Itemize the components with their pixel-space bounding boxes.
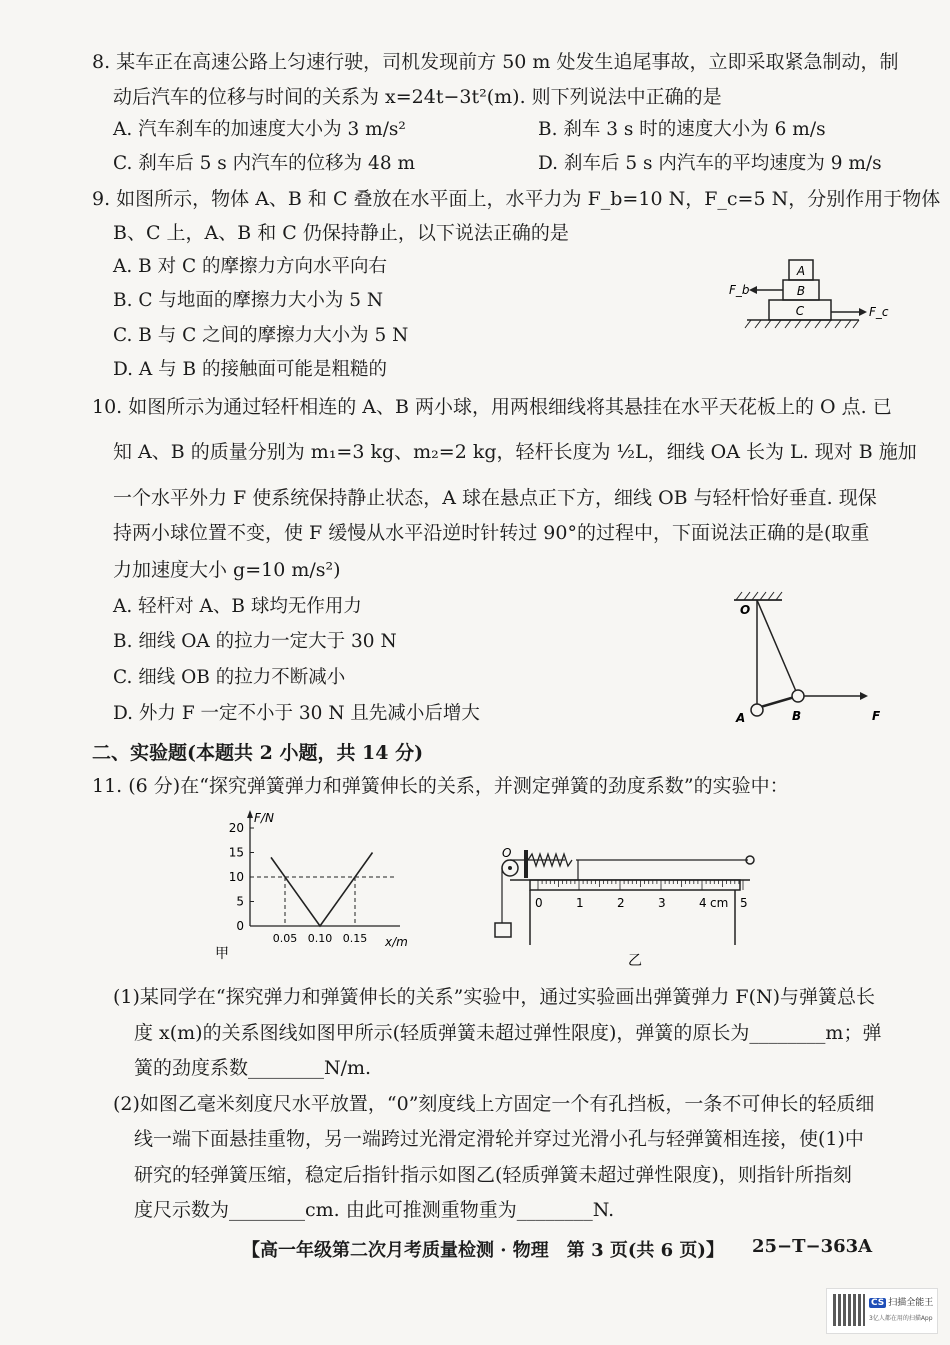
ruler-tick-label: 5 [740, 896, 748, 910]
q11-part2-line2: 线一端下面悬挂重物，另一端跨过光滑定滑轮并穿过光滑小孔与轻弹簧相连接，使(1)中 [134, 1128, 864, 1150]
q9-option-d: D. A 与 B 的接触面可能是粗糙的 [113, 359, 388, 380]
q9-blocks-figure [725, 252, 895, 334]
ball-a-label: A [736, 711, 746, 725]
fig-caption-yi: 乙 [628, 953, 642, 969]
q10-stem-line1: 10. 如图所示为通过轻杆相连的 A、B 两小球，用两根细线将其悬挂在水平天花板上的 O 点. 已 [92, 396, 892, 418]
ruler-tick-label: 1 [576, 896, 584, 910]
baffle-with-hole [524, 850, 528, 878]
q10-stem-line2: 知 A、B 的质量分别为 m₁=3 kg、m₂=2 kg，轻杆长度为 ½L，细线 OA 长为 L. 现对 B 施加 [113, 441, 917, 463]
ruler-tick-label: 3 [658, 896, 666, 910]
q10-option-b: B. 细线 OA 的拉力一定大于 30 N [113, 631, 397, 652]
ball-a [751, 704, 763, 716]
ruler-ticks [535, 880, 748, 910]
ball-b [792, 690, 804, 702]
chart-x-label: x/m [385, 935, 408, 949]
scanner-watermark [826, 1288, 938, 1334]
point-o-label: O [740, 603, 751, 617]
q11-part2-line4: 度尺示数为________cm. 由此可推测重物重为________N. [134, 1199, 615, 1221]
block-b-label: B [796, 284, 806, 298]
block-c-label: C [795, 304, 805, 318]
ruler [530, 880, 740, 890]
q11-part1-line3: 簧的劲度系数________N/m. [134, 1057, 372, 1079]
q9-option-c: C. B 与 C 之间的摩擦力大小为 5 N [113, 325, 409, 346]
chart-y-arrow [247, 810, 253, 818]
ruler-tick-label: 2 [617, 896, 625, 910]
q10-option-c: C. 细线 OB 的拉力不断减小 [113, 667, 346, 688]
q10-option-d: D. 外力 F 一定不小于 30 N 且先减小后增大 [113, 703, 480, 724]
q10-pendulum-figure [722, 588, 892, 728]
q8-stem-line2: 动后汽车的位移与时间的关系为 x=24t−3t²(m). 则下列说法中正确的是 [113, 86, 722, 108]
cs-badge: CS [871, 1298, 885, 1308]
q9-stem-line2: B、C 上，A、B 和 C 仍保持静止，以下说法正确的是 [113, 222, 569, 244]
paper-code: 25−T−363A [752, 1236, 873, 1257]
q11-stem: 11. (6 分)在“探究弹簧弹力和弹簧伸长的关系，并测定弹簧的劲度系数”的实验中： [92, 775, 789, 797]
q11-part1-line1: (1)某同学在“探究弹力和弹簧伸长的关系”实验中，通过实验画出弹簧弹力 F(N)与弹簧总长 [113, 986, 876, 1008]
q10-stem-line3: 一个水平外力 F 使系统保持静止状态，A 球在悬点正下方，细线 OB 与轻杆恰好垂直. 现保 [113, 487, 877, 509]
q8-option-b: B. 刹车 3 s 时的速度大小为 6 m/s [538, 119, 826, 140]
chart-x-tick-label: 0.15 [342, 932, 368, 945]
force-fb-label: F_b [729, 283, 750, 297]
q8-option-d: D. 刹车后 5 s 内汽车的平均速度为 9 m/s [538, 153, 882, 174]
scanner-brand [869, 1295, 933, 1308]
chart-y-tick-label: 20 [228, 821, 244, 835]
q10-stem-line4: 持两小球位置不变，使 F 缓慢从水平沿逆时针转过 90°的过程中，下面说法正确的是(取重 [113, 522, 870, 544]
q11-part2-line3: 研究的轻弹簧压缩，稳定后指针指示如图乙(轻质弹簧未超过弹性限度)，则指针所指刻 [134, 1164, 852, 1186]
force-fc-label: F_c [869, 305, 889, 319]
chart-series-line [271, 853, 373, 927]
chart-y-tick-label: 15 [228, 845, 244, 860]
force-f-label: F [872, 709, 881, 723]
q8-option-a: A. 汽车刹车的加速度大小为 3 m/s² [113, 119, 406, 140]
scanner-subtitle: 3亿人都在用的扫描App [869, 1315, 933, 1322]
chart-caption-jia: 甲 [215, 946, 229, 962]
ruler-tick-label: 4 [699, 896, 707, 910]
q10-option-a: A. 轻杆对 A、B 球均无作用力 [113, 596, 362, 617]
q8-option-c: C. 刹车后 5 s 内汽车的位移为 48 m [113, 153, 416, 174]
chart-x-tick-label: 0.05 [272, 932, 298, 945]
q8-stem-line1: 8. 某车正在高速公路上匀速行驶，司机发现前方 50 m 处发生追尾事故，立即采取紧急制动，制 [92, 51, 899, 73]
string-ob [757, 600, 798, 696]
block-a-label: A [796, 264, 806, 278]
section-title-experiments: 二、实验题(本题共 2 小题，共 14 分) [92, 742, 424, 764]
q11-force-length-chart [205, 808, 408, 968]
ball-b-label: B [792, 709, 802, 723]
chart-y-label: F/N [254, 811, 274, 825]
pulley-o-label: O [502, 846, 512, 860]
q9-option-a: A. B 对 C 的摩擦力方向水平向右 [113, 256, 388, 277]
spring [528, 854, 572, 866]
ruler-tick-label: 0 [535, 896, 543, 910]
q11-ruler-figure [480, 835, 770, 970]
q9-stem-line1: 9. 如图所示，物体 A、B 和 C 叠放在水平面上，水平力为 F_b=10 N，F_c=5 N，分别作用于物体 [92, 188, 941, 210]
chart-y-tick-label: 10 [228, 870, 244, 884]
chart-y-tick-label: 0 [236, 919, 244, 933]
q11-part1-line2: 度 x(m)的关系图线如图甲所示(轻质弹簧未超过弹性限度)，弹簧的原长为________m；弹 [134, 1022, 882, 1044]
q9-option-b: B. C 与地面的摩擦力大小为 5 N [113, 290, 384, 311]
page-footer: 【高一年级第二次月考质量检测 · 物理 第 3 页(共 6 页)】 [242, 1240, 724, 1261]
q11-part2-line1: (2)如图乙毫米刻度尺水平放置，“0”刻度线上方固定一个有孔挡板，一条不可伸长的轻质细 [113, 1093, 875, 1115]
chart-x-tick-label: 0.10 [307, 932, 333, 945]
scanner-brand-name: 扫描全能王 [888, 1298, 934, 1308]
weight [495, 923, 511, 937]
ruler-unit-label: cm [710, 896, 729, 910]
qr-code-icon [833, 1294, 865, 1326]
q10-stem-line5: 力加速度大小 g=10 m/s²) [113, 559, 341, 581]
chart-y-tick-label: 5 [236, 894, 244, 909]
